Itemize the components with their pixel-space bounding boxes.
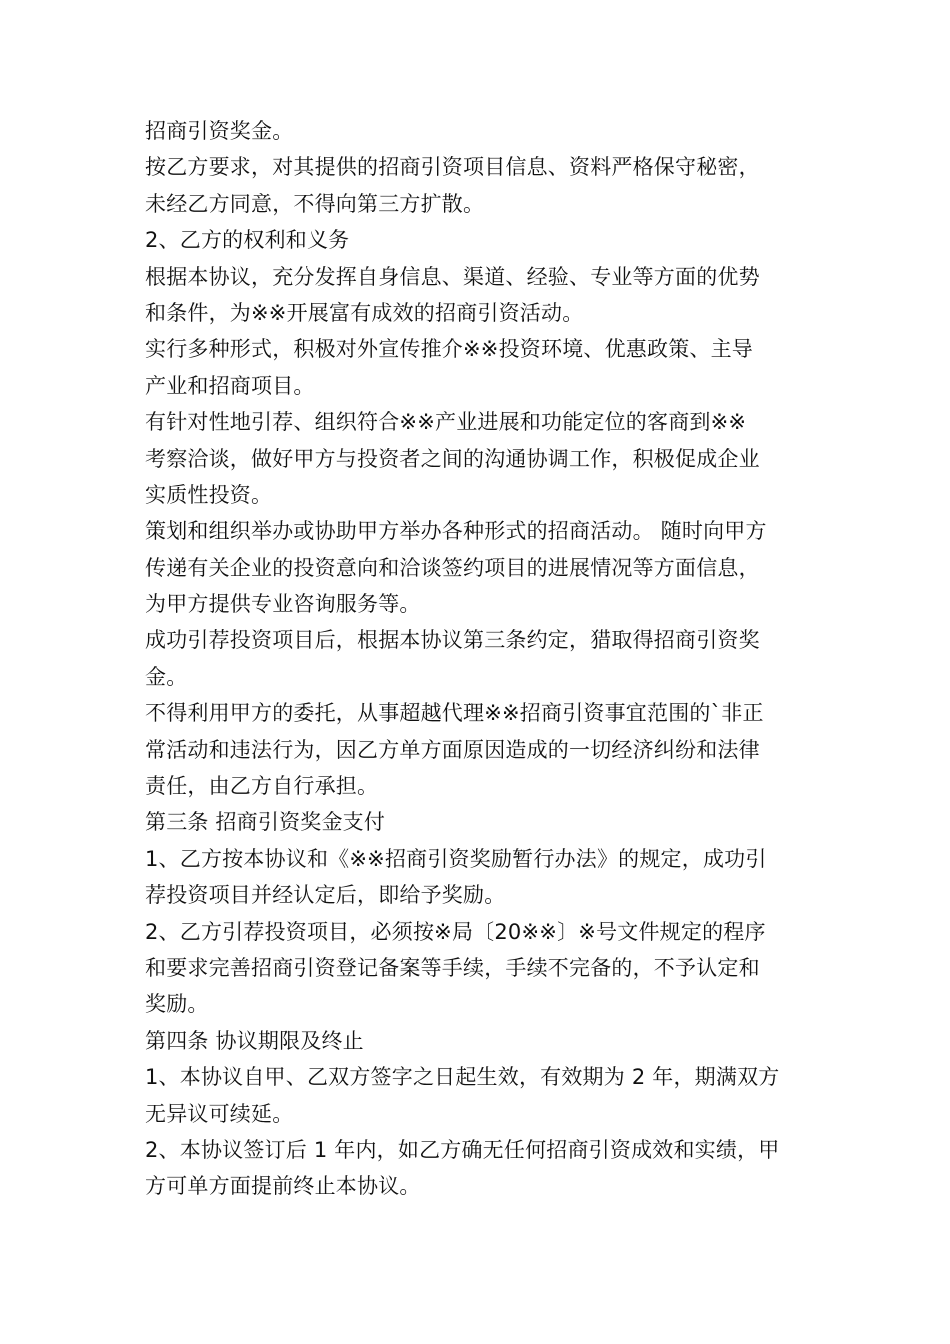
document-body bbox=[145, 113, 810, 1205]
text-line: 按乙方要求，对其提供的招商引资项目信息、资料严格保守秘密， bbox=[145, 155, 760, 180]
text-line: 常活动和违法行为，因乙方单方面原因造成的一切经济纠纷和法律 bbox=[145, 737, 760, 762]
text-line: 方可单方面提前终止本协议。 bbox=[145, 1174, 421, 1199]
text-line: 为甲方提供专业咨询服务等。 bbox=[145, 592, 421, 617]
text-line: 考察洽谈，做好甲方与投资者之间的沟通协调工作，积极促成企业 bbox=[145, 446, 760, 471]
text-line: 实行多种形式，积极对外宣传推介※※投资环境、优惠政策、主导 bbox=[145, 337, 753, 362]
text-line: 1、乙方按本协议和《※※招商引资奖励暂行办法》的规定，成功引 bbox=[145, 846, 767, 871]
text-line: 未经乙方同意，不得向第三方扩散。 bbox=[145, 191, 485, 216]
text-line: 金。 bbox=[145, 664, 188, 689]
article-heading: 第四条 协议期限及终止 bbox=[145, 1028, 364, 1053]
text-line: 奖励。 bbox=[145, 992, 209, 1017]
text-line: 2、乙方引荐投资项目，必须按※局〔20※※〕※号文件规定的程序 bbox=[145, 919, 766, 944]
text-line: 实质性投资。 bbox=[145, 482, 273, 507]
text-line: 根据本协议，充分发挥自身信息、渠道、经验、专业等方面的优势 bbox=[145, 264, 760, 289]
text-line: 责任，由乙方自行承担。 bbox=[145, 774, 379, 799]
text-line: 成功引荐投资项目后，根据本协议第三条约定，猎取得招商引资奖 bbox=[145, 628, 760, 653]
text-line: 有针对性地引荐、组织符合※※产业进展和功能定位的客商到※※ bbox=[145, 410, 747, 435]
text-line: 2、本协议签订后 1 年内，如乙方确无任何招商引资成效和实绩，甲 bbox=[145, 1137, 780, 1162]
article-heading: 第三条 招商引资奖金支付 bbox=[145, 810, 386, 835]
text-line: 荐投资项目并经认定后，即给予奖励。 bbox=[145, 883, 506, 908]
section-heading: 2、乙方的权利和义务 bbox=[145, 228, 350, 253]
text-line: 和要求完善招商引资登记备案等手续，手续不完备的，不予认定和 bbox=[145, 955, 760, 980]
text-line: 无异议可续延。 bbox=[145, 1101, 294, 1126]
text-line: 1、本协议自甲、乙双方签字之日起生效，有效期为 2 年，期满双方 bbox=[145, 1065, 780, 1090]
text-line: 和条件，为※※开展富有成效的招商引资活动。 bbox=[145, 300, 584, 325]
text-line: 不得利用甲方的委托，从事超越代理※※招商引资事宜范围的`非正 bbox=[145, 701, 764, 726]
text-line: 产业和招商项目。 bbox=[145, 373, 315, 398]
text-line: 传递有关企业的投资意向和洽谈签约项目的进展情况等方面信息， bbox=[145, 555, 760, 580]
text-line: 策划和组织举办或协助甲方举办各种形式的招商活动。 随时向甲方 bbox=[145, 519, 767, 544]
text-line: 招商引资奖金。 bbox=[145, 119, 294, 143]
